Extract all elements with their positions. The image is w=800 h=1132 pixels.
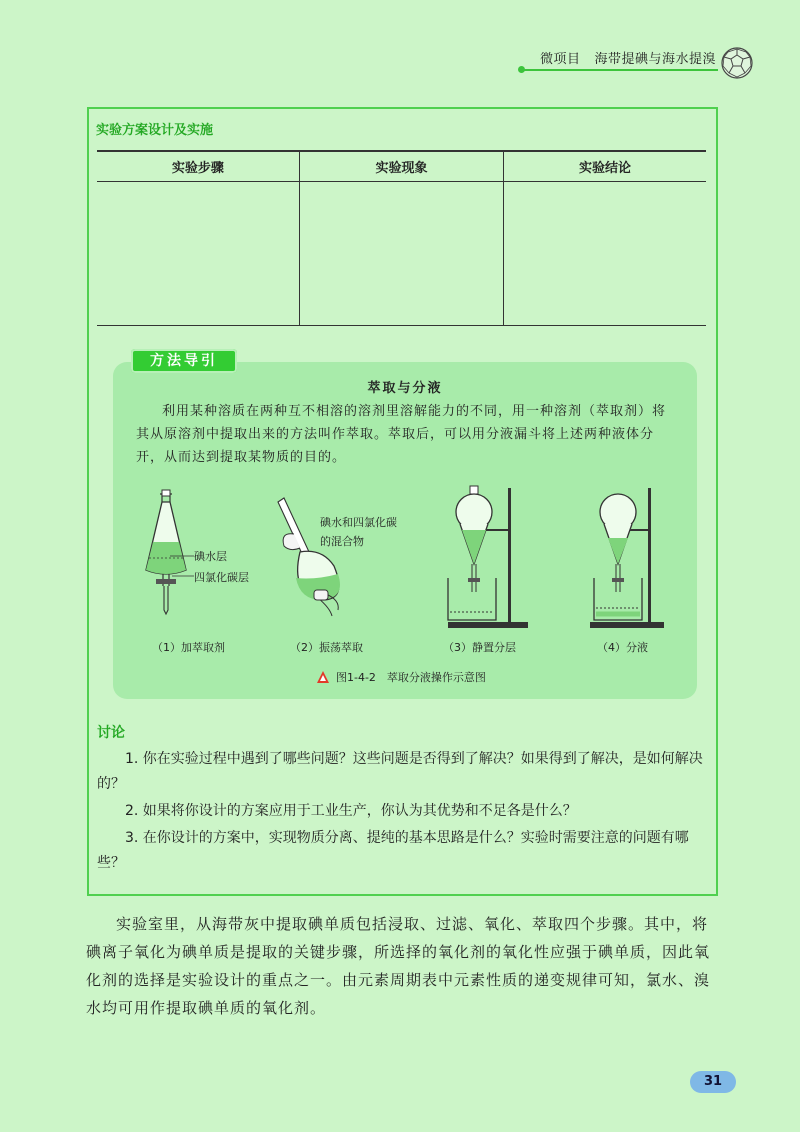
method-guide-tag: 方法导引 — [131, 349, 237, 373]
discussion-item-1: 1. 你在实验过程中遇到了哪些问题？这些问题是否得到了解决？如果得到了解决，是如何解决的？ — [97, 751, 703, 792]
column-header-conclusion: 实验结论 — [504, 151, 706, 182]
label-mixture-line1: 碘水和四氯化碳 — [320, 516, 397, 529]
experiment-section-title: 实验方案设计及实施 — [96, 123, 214, 138]
caption-step-3: （3）静置分层 — [443, 641, 516, 654]
caption-step-2: （2）振荡萃取 — [290, 641, 363, 654]
discussion-item-2: 2. 如果将你设计的方案应用于工业生产，你认为其优势和不足各是什么？ — [125, 803, 577, 819]
caption-step-4: （4）分液 — [597, 641, 648, 654]
label-iodine-water-layer: 碘水层 — [194, 550, 227, 563]
label-leader-lines — [168, 548, 196, 588]
figure-caption — [316, 669, 486, 685]
running-header — [540, 48, 716, 67]
discussion-item-3: 3. 在你设计的方案中，实现物质分离、提纯的基本思路是什么？实验时需要注意的问题有哪些？ — [97, 830, 689, 871]
fullerene-icon — [720, 46, 754, 80]
settling-apparatus-illustration — [438, 482, 528, 632]
header-title: 海带提碘与海水提溴 — [594, 52, 717, 67]
separating-apparatus-illustration — [588, 482, 678, 632]
body-paragraph: 实验室里，从海带灰中提取碘单质包括浸取、过滤、氧化、萃取四个步骤。其中，将碘离子氧化为碘单质是提取的关键步骤，所选择的氧化剂的氧化性应强于碘单质，因此氧化剂的选择是实验设计的重点之一。由元素周期表中元素性质的递变规律可知，氯水、溴水均可用作提取碘单质的氧化剂。 — [86, 915, 711, 1017]
table-cell-phenomena — [299, 182, 503, 326]
label-mixture-line2: 的混合物 — [320, 535, 364, 548]
page-number: 31 — [690, 1071, 736, 1093]
figure-caption-text: 图1-4-2 萃取分液操作示意图 — [336, 671, 486, 684]
header-section: 微项目 — [540, 52, 581, 67]
header-rule — [522, 69, 718, 71]
caption-step-1: （1）加萃取剂 — [152, 641, 225, 654]
column-header-steps: 实验步骤 — [97, 151, 299, 182]
method-guide-title: 萃取与分液 — [367, 381, 443, 396]
shaking-funnel-illustration — [270, 482, 350, 622]
experiment-table — [97, 150, 706, 326]
triangle-marker-icon — [316, 670, 330, 684]
discussion-title: 讨论 — [97, 725, 125, 741]
table-cell-conclusion — [504, 182, 706, 326]
column-header-phenomena: 实验现象 — [299, 151, 503, 182]
method-guide-text: 利用某种溶质在两种互不相溶的溶剂里溶解能力的不同，用一种溶剂（萃取剂）将其从原溶剂中提取出来的方法叫作萃取。萃取后，可以用分液漏斗将上述两种液体分开，从而达到提取某物质的目的。 — [136, 404, 667, 465]
table-cell-steps — [97, 182, 299, 326]
label-ccl4-layer: 四氯化碳层 — [194, 571, 249, 584]
